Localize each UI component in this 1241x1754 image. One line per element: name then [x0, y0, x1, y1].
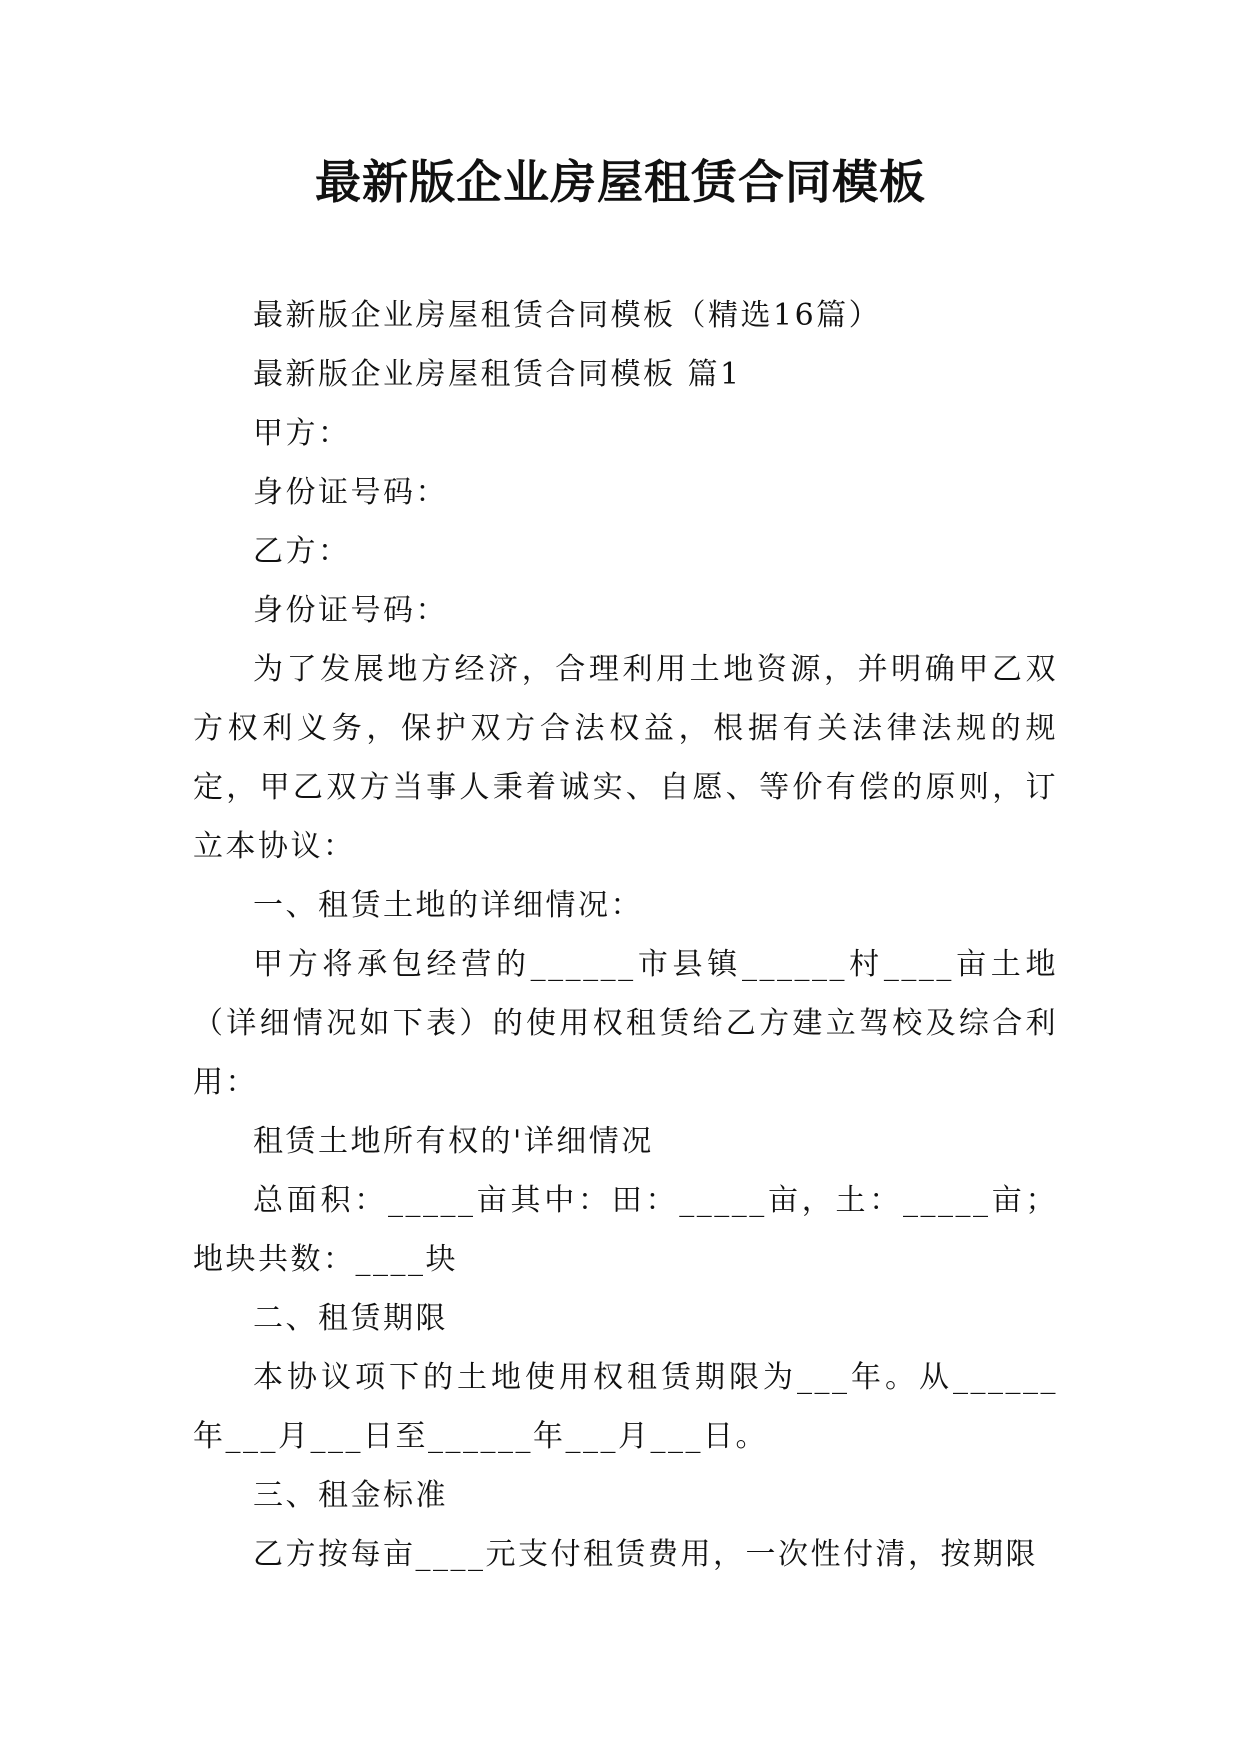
paragraph-clause-3-heading: 三、租金标准 — [253, 1478, 448, 1513]
paragraph-party-b-id: 身份证号码： — [253, 593, 448, 628]
paragraph-clause-1-heading: 一、租赁土地的详细情况： — [253, 888, 643, 923]
document-title: 最新版企业房屋租赁合同模板 — [315, 155, 926, 209]
paragraph-land-details-heading: 租赁土地所有权的'详细情况 — [253, 1124, 654, 1159]
paragraph-land-area: 总面积：_____亩其中：田：_____亩，土：_____亩；地块共数：____块 — [193, 1183, 1058, 1277]
paragraph-clause-1-body: 甲方将承包经营的______市县镇______村____亩土地（详细情况如下表）的使用权租赁给乙方建立驾校及综合利用： — [193, 947, 1058, 1100]
paragraph-clause-2-body: 本协议项下的土地使用权租赁期限为___年。从______年___月___日至______年___月___日。 — [193, 1360, 1058, 1454]
document-body — [193, 286, 1058, 1584]
paragraph-clause-2-heading: 二、租赁期限 — [253, 1301, 448, 1336]
paragraph-section-heading: 最新版企业房屋租赁合同模板 篇1 — [253, 357, 742, 392]
paragraph-party-b: 乙方： — [253, 534, 351, 569]
paragraph-preamble: 为了发展地方经济，合理利用土地资源，并明确甲乙双方权利义务，保护双方合法权益，根据有关法律法规的规定，甲乙双方当事人秉着诚实、自愿、等价有偿的原则，订立本协议： — [193, 652, 1058, 864]
paragraph-clause-3-body: 乙方按每亩____元支付租赁费用，一次性付清，按期限 — [253, 1537, 1038, 1572]
paragraph-party-a-id: 身份证号码： — [253, 475, 448, 510]
paragraph-party-a: 甲方： — [253, 416, 351, 451]
paragraph-subtitle: 最新版企业房屋租赁合同模板（精选16篇） — [253, 298, 882, 333]
